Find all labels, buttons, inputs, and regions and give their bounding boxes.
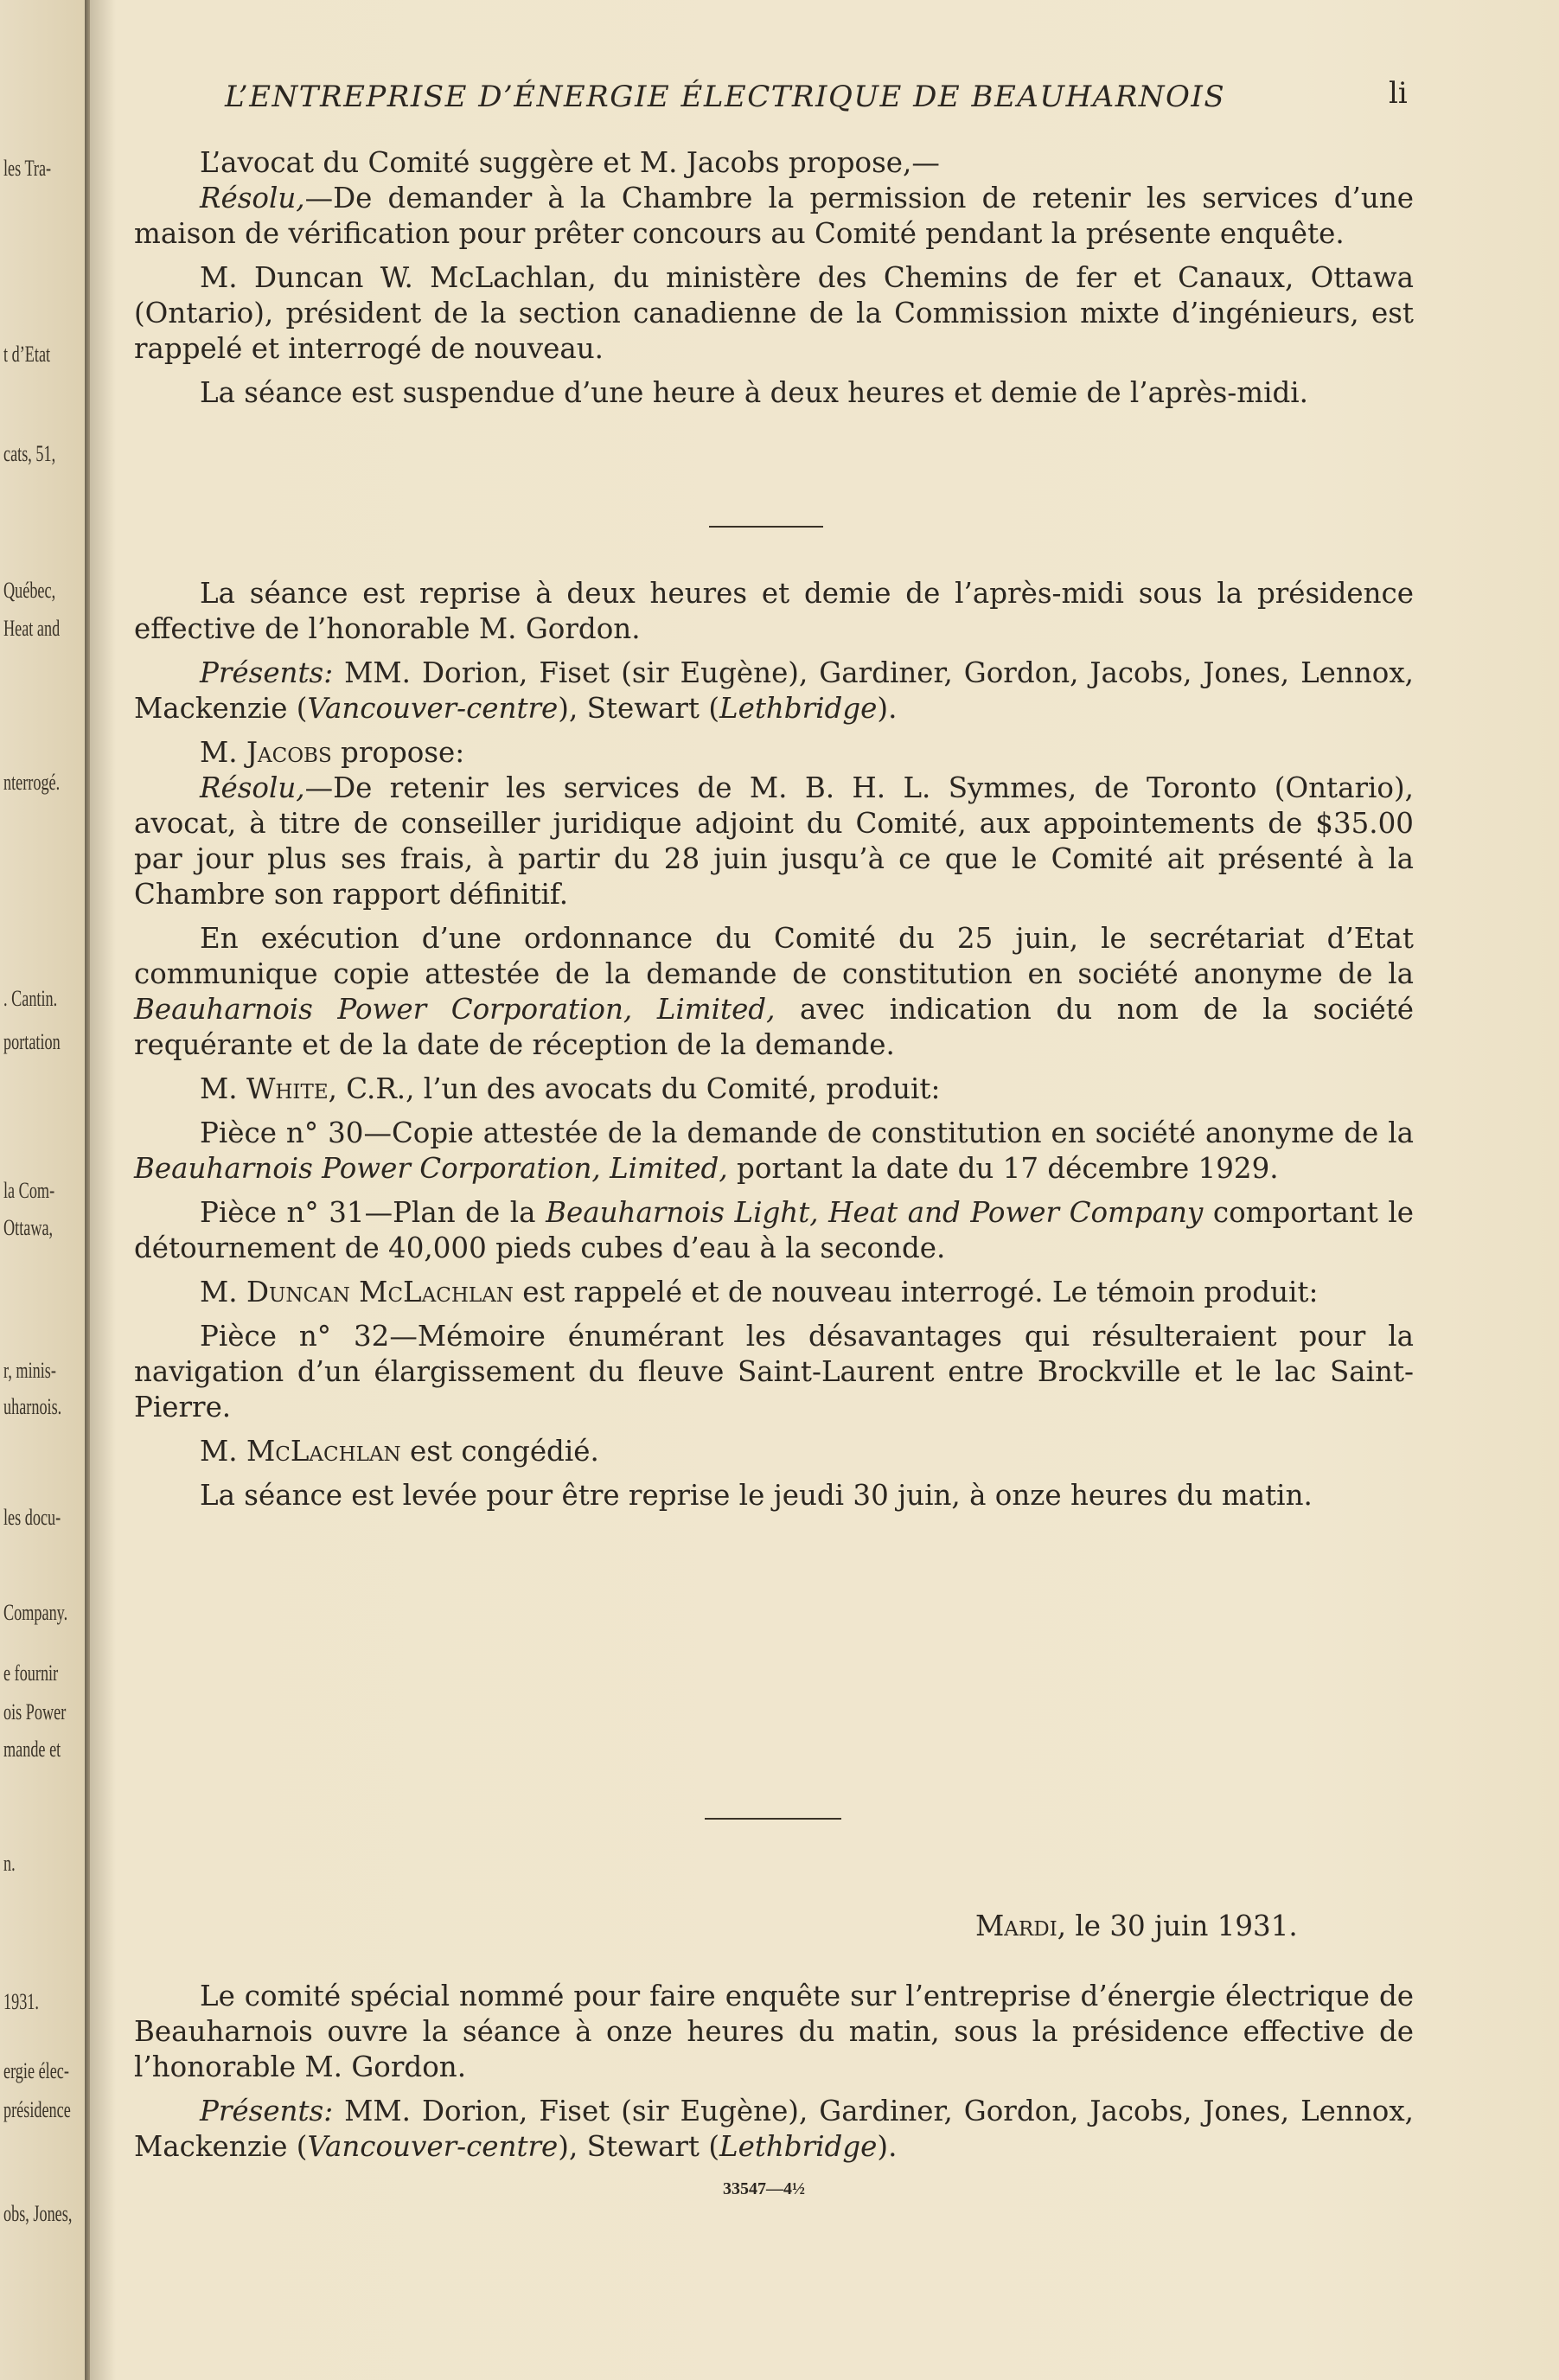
paragraph: Le comité spécial nommé pour faire enquête sur l’entreprise d’énergie électrique de Beauharnois ouvre la séance à onze heures du matin, sous la présidence effective de l’honorable M. Gordon. [134, 1980, 1414, 2083]
margin-fragment: Québec, [3, 578, 56, 603]
margin-fragment: mande et [3, 1737, 61, 1762]
margin-fragment: les Tra- [3, 156, 52, 181]
margin-fragment: Ottawa, [3, 1215, 54, 1240]
margin-fragment: les docu- [3, 1505, 61, 1530]
margin-fragment: portation [3, 1029, 61, 1054]
margin-fragment: Company. [3, 1600, 68, 1625]
section-morning [134, 145, 1414, 411]
resolu-label: Résolu, [200, 182, 305, 214]
margin-fragment: obs, Jones, [3, 2201, 73, 2226]
margin-fragment: e fournir [3, 1660, 59, 1686]
gutter-shadow [90, 0, 116, 2380]
paragraph: Résolu,—De demander à la Chambre la permission de retenir les services d’une maison de vérification pour prêter concours au Comité pendant la présente enquête. [134, 182, 1414, 250]
margin-fragment: n. [3, 1851, 16, 1876]
margin-fragment: ois Power [3, 1699, 67, 1724]
paragraph: M. McLachlan est congédié. [200, 1435, 599, 1468]
paragraph: La séance est reprise à deux heures et demie de l’après-midi sous la présidence effective de l’honorable M. Gordon. [134, 577, 1414, 645]
presents-paragraph: Présents: MM. Dorion, Fiset (sir Eugène), Gardiner, Gordon, Jacobs, Jones, Lennox, Mackenzie (Vancouver-centre), Stewart (Lethbridge). [134, 656, 1414, 725]
page-number: li [1389, 76, 1408, 111]
paragraph: M. Duncan W. McLachlan, du ministère des Chemins de fer et Canaux, Ottawa (Ontario), président de la section canadienne de la Commission mixte d’ingénieurs, est rappelé et interrogé de nouveau. [134, 261, 1414, 365]
session-date: Mardi, le 30 juin 1931. [975, 1910, 1298, 1942]
margin-fragment: . Cantin. [3, 986, 58, 1011]
exhibit-31: Pièce n° 31—Plan de la Beauharnois Light, Heat and Power Company comportant le détournement de 40,000 pieds cubes d’eau à la seconde. [134, 1196, 1414, 1264]
section-divider [705, 1818, 841, 1820]
previous-page-edge [0, 0, 85, 2380]
section-june-30 [134, 1979, 1414, 2165]
margin-fragment: ergie élec- [3, 2058, 69, 2083]
running-header: L’ENTREPRISE D’ÉNERGIE ÉLECTRIQUE DE BEAUHARNOIS [225, 80, 1226, 114]
printer-signature: 33547—4½ [723, 2179, 805, 2198]
margin-fragment: Heat and [3, 616, 61, 641]
margin-fragment: présidence [3, 2097, 71, 2122]
section-divider [709, 526, 823, 528]
paragraph: En exécution d’une ordonnance du Comité du 25 juin, le secrétariat d’Etat communique copie attestée de la demande de constitution en société anonyme de la Beauharnois Power Corporation, Limited, avec indication du nom de la société requérante et de la date de réception de la demande. [134, 922, 1414, 1061]
margin-fragment: uharnois. [3, 1394, 62, 1419]
paragraph: La séance est levée pour être reprise le jeudi 30 juin, à onze heures du matin. [200, 1479, 1313, 1512]
resolution-paragraph: Résolu,—De retenir les services de M. B. H. L. Symmes, de Toronto (Ontario), avocat, à titre de conseiller juridique adjoint du Comité, aux appointements de $35.00 par jour plus ses frais, à partir du 28 juin jusqu’à ce que le Comité ait présenté à la Chambre son rapport définitif. [134, 771, 1414, 911]
margin-fragment: r, minis- [3, 1358, 56, 1383]
paragraph: L’avocat du Comité suggère et M. Jacobs propose,— [200, 146, 940, 179]
margin-fragment: cats, 51, [3, 441, 56, 466]
margin-fragment: la Com- [3, 1178, 55, 1203]
exhibit-30: Pièce n° 30—Copie attestée de la demande de constitution en société anonyme de la Beauharnois Power Corporation, Limited, portant la date du 17 décembre 1929. [134, 1116, 1414, 1185]
exhibit-32: Pièce n° 32—Mémoire énumérant les désavantages qui résulteraient pour la navigation d’un élargissement du fleuve Saint-Laurent entre Brockville et le lac Saint-Pierre. [134, 1320, 1414, 1424]
margin-fragment: t d’Etat [3, 342, 51, 367]
paragraph: M. Jacobs propose: [200, 736, 465, 769]
presents-paragraph: Présents: MM. Dorion, Fiset (sir Eugène), Gardiner, Gordon, Jacobs, Jones, Lennox, Mackenzie (Vancouver-centre), Stewart (Lethbridge). [134, 2095, 1414, 2163]
paragraph: La séance est suspendue d’une heure à deux heures et demie de l’après-midi. [200, 376, 1308, 409]
section-afternoon [134, 576, 1414, 1513]
paragraph: M. Duncan McLachlan est rappelé et de nouveau interrogé. Le témoin produit: [200, 1276, 1319, 1308]
margin-fragment: nterrogé. [3, 770, 61, 795]
paragraph: M. White, C.R., l’un des avocats du Comité, produit: [200, 1072, 941, 1105]
margin-fragment: 1931. [3, 1989, 39, 2014]
